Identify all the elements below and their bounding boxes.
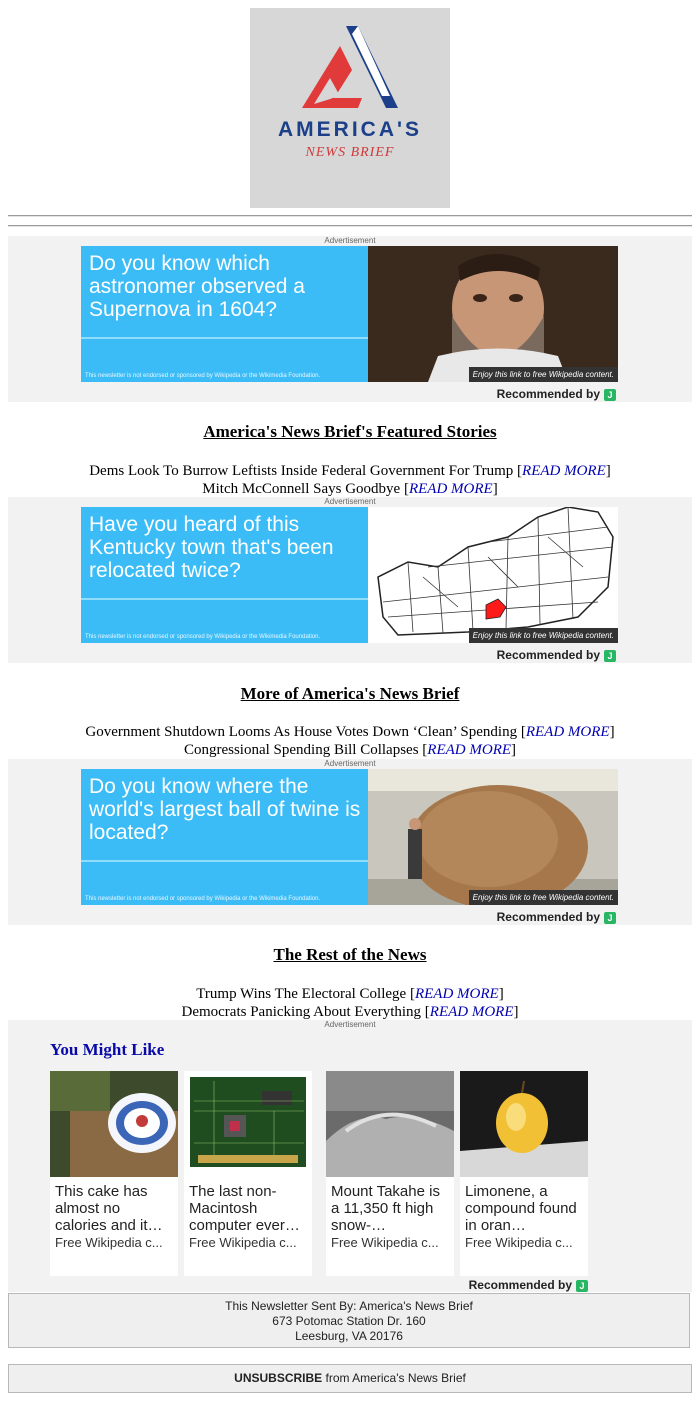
divider <box>8 215 692 217</box>
cake-image-icon <box>50 1071 178 1177</box>
read-more-link[interactable]: READ MORE <box>429 1004 514 1020</box>
footer-address-box <box>8 1293 690 1348</box>
recommended-label: Recommended by <box>496 910 600 924</box>
recommended-by[interactable] <box>469 1278 588 1292</box>
ad-card-kentucky[interactable] <box>81 507 618 643</box>
divider <box>8 225 692 227</box>
unsubscribe-link[interactable] <box>234 1371 466 1385</box>
story-item: Government Shutdown Looms As House Votes Down ‘Clean’ Spending [READ MORE] <box>85 724 615 740</box>
ad-divider <box>81 860 374 862</box>
recommend-card-title: This cake has almost no calories and it… <box>55 1183 163 1234</box>
ad-label: Advertisement <box>324 497 376 506</box>
story-headline: Mitch McConnell Says Goodbye <box>202 481 401 497</box>
story-headline: Democrats Panicking About Everything <box>181 1004 422 1020</box>
story-headline: Trump Wins The Electoral College <box>196 986 407 1002</box>
recommended-label: Recommended by <box>468 1278 572 1292</box>
story-headline: Congressional Spending Bill Collapses <box>183 742 419 758</box>
ad-enjoy-caption: Enjoy this link to free Wikipedia content. <box>469 628 618 643</box>
ad-enjoy-caption: Enjoy this link to free Wikipedia content. <box>469 890 618 905</box>
ad-enjoy-caption: Enjoy this link to free Wikipedia content. <box>469 367 618 382</box>
recommend-card-title: The last non-Macintosh computer ever… <box>189 1183 300 1234</box>
story-headline: Government Shutdown Looms As House Votes Down ‘Clean’ Spending <box>85 724 518 740</box>
recommend-card[interactable] <box>50 1071 178 1276</box>
unsubscribe-box <box>8 1364 692 1393</box>
section-title-more: More of America's News Brief <box>240 684 460 703</box>
you-might-like-block <box>8 1020 692 1292</box>
recommend-card-source: Free Wikipedia c... <box>189 1235 297 1250</box>
ad-question: Do you know which astronomer observed a Supernova in 1604? <box>89 252 305 321</box>
ad-card-twine[interactable] <box>81 769 618 905</box>
newsletter-logo <box>250 8 450 208</box>
kentucky-map-icon <box>368 507 618 643</box>
recommended-label: Recommended by <box>496 648 600 662</box>
j-logo-icon: J <box>604 912 616 924</box>
j-logo-icon: J <box>576 1280 588 1292</box>
twine-ball-image-icon <box>368 769 618 905</box>
recommend-card[interactable] <box>326 1071 454 1276</box>
triangle-logo-icon <box>300 26 400 118</box>
ad-disclaimer: This newsletter is not endorsed or sponsored by Wikipedia or the Wikimedia Foundation. <box>85 373 321 379</box>
ad-question: Have you heard of this Kentucky town that's been relocated twice? <box>89 513 334 582</box>
story-item: Congressional Spending Bill Collapses [READ MORE] <box>183 742 517 758</box>
recommend-card-source: Free Wikipedia c... <box>331 1235 439 1250</box>
portrait-image-icon <box>368 246 618 382</box>
recommend-card-source: Free Wikipedia c... <box>465 1235 573 1250</box>
section-title-featured: America's News Brief's Featured Stories <box>203 422 497 441</box>
story-headline: Dems Look To Burrow Leftists Inside Federal Government For Trump <box>89 463 514 479</box>
footer-address-line2: Leesburg, VA 20176 <box>295 1329 403 1343</box>
lemon-image-icon <box>460 1071 588 1177</box>
j-logo-icon: J <box>604 650 616 662</box>
ad-card-astronomer[interactable] <box>81 246 618 382</box>
recommend-card-title: Mount Takahe is a 11,350 ft high snow-… <box>331 1183 440 1234</box>
recommend-card[interactable] <box>184 1071 312 1276</box>
story-item: Democrats Panicking About Everything [READ MORE] <box>181 1004 519 1020</box>
read-more-link[interactable]: READ MORE <box>408 481 493 497</box>
recommend-card-source: Free Wikipedia c... <box>55 1235 163 1250</box>
recommended-by[interactable] <box>497 387 616 401</box>
ad-block-3 <box>8 759 692 925</box>
read-more-link[interactable]: READ MORE <box>525 724 610 740</box>
ad-block-2 <box>8 497 692 663</box>
story-item: Mitch McConnell Says Goodbye [READ MORE] <box>202 481 498 497</box>
ad-divider <box>81 598 374 600</box>
read-more-link[interactable]: READ MORE <box>427 742 512 758</box>
footer-address-line1: 673 Potomac Station Dr. 160 <box>272 1314 426 1328</box>
you-might-like-heading: You Might Like <box>50 1040 165 1059</box>
story-item: Trump Wins The Electoral College [READ MORE] <box>196 986 504 1002</box>
mountain-image-icon <box>326 1071 454 1177</box>
j-logo-icon: J <box>604 389 616 401</box>
read-more-link[interactable]: READ MORE <box>414 986 499 1002</box>
recommended-label: Recommended by <box>496 387 600 401</box>
ad-divider <box>81 337 374 339</box>
recommended-by[interactable] <box>497 910 616 924</box>
section-title-rest: The Rest of the News <box>273 945 427 964</box>
circuit-board-image-icon <box>184 1071 312 1177</box>
logo-brand-name: AMERICA'S <box>278 118 422 141</box>
read-more-link[interactable]: READ MORE <box>522 463 606 479</box>
unsubscribe-label: UNSUBSCRIBE <box>234 1371 323 1385</box>
ad-label: Advertisement <box>324 236 376 245</box>
logo-subtitle: NEWS BRIEF <box>305 145 395 160</box>
recommend-card-title: Limonene, a compound found in oran… <box>465 1183 577 1234</box>
ad-block-1 <box>8 236 692 402</box>
ad-label: Advertisement <box>324 759 376 768</box>
ad-disclaimer: This newsletter is not endorsed or sponsored by Wikipedia or the Wikimedia Foundation. <box>85 634 321 640</box>
unsubscribe-text: from America's News Brief <box>322 1371 466 1385</box>
ad-question: Do you know where the world's largest ball of twine is located? <box>89 775 361 844</box>
ad-disclaimer: This newsletter is not endorsed or sponsored by Wikipedia or the Wikimedia Foundation. <box>85 896 321 902</box>
recommended-by[interactable] <box>497 648 616 662</box>
ad-label: Advertisement <box>324 1020 376 1029</box>
story-item: Dems Look To Burrow Leftists Inside Federal Government For Trump [READ MORE] <box>89 463 611 479</box>
recommend-card[interactable] <box>460 1071 588 1276</box>
footer-sent-by: This Newsletter Sent By: America's News Brief <box>225 1299 473 1313</box>
